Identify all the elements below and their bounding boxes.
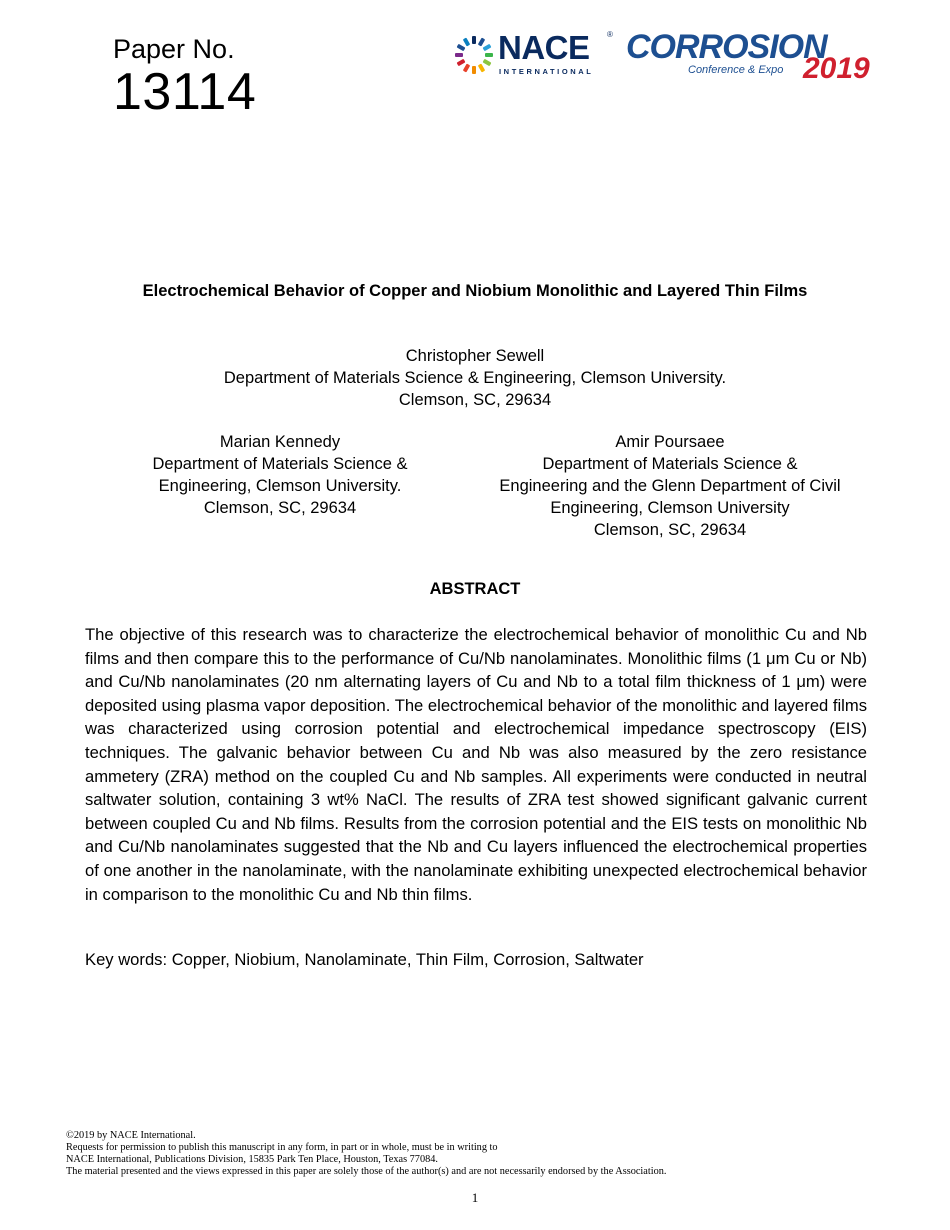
keywords: Key words: Copper, Niobium, Nanolaminate, Thin Film, Corrosion, Saltwater — [85, 950, 644, 969]
corrosion-logo-subtitle: Conference & Expo — [688, 64, 784, 76]
co-author-right — [470, 431, 870, 541]
corrosion-logo-year: 2019 — [803, 52, 870, 85]
footer-line: ©2019 by NACE International. — [66, 1130, 196, 1141]
author-name: Christopher Sewell — [405, 347, 545, 365]
author-affiliation-line: Engineering, Clemson University. — [158, 477, 402, 495]
nace-logo — [454, 30, 624, 80]
author-affiliation-line: Clemson, SC, 29634 — [398, 391, 552, 409]
corrosion-logo-word: CORROSION — [626, 28, 827, 66]
abstract-body: The objective of this research was to characterize the electrochemical behavior of monolithic Cu and Nb films and then compare this to the performance of Cu/Nb nanolaminates. Monolithic films (1 μm Cu or Nb) and Cu/Nb nanolaminates (20 nm alternating layers of Cu and Nb to a total film thickness of 1 μm) were deposited using plasma vapor deposition. The electrochemical behavior of the monolithic and layered films was characterized using corrosion potential and electrochemical impedance spectroscopy (EIS) techniques. The galvanic behavior between Cu and Nb was also measured by the zero resistance ammetery (ZRA) method on the coupled Cu and Nb samples. All experiments were conducted in neutral saltwater solution, containing 3 wt% NaCl. The results of ZRA test showed significant galvanic current between coupled Cu and Nb films. Results from the corrosion potential and the EIS tests on monolithic Nb and Cu/Nb nanolaminates suggested that the Nb and Cu layers influenced the electrochemical properties of one another in the nanolaminate, with the nanolaminate exhibiting unexpected electrochemical behavior in comparison to the monolithic Cu and Nb thin films. — [85, 625, 867, 904]
author-affiliation-line: Clemson, SC, 29634 — [203, 499, 357, 517]
nace-logo-subtitle: INTERNATIONAL — [499, 67, 594, 76]
corrosion-2019-logo — [626, 30, 886, 88]
nace-sunburst-icon — [454, 34, 494, 76]
paper-number-block — [113, 34, 257, 121]
author-affiliation-line: Engineering and the Glenn Department of Civil — [499, 477, 841, 495]
author-name: Marian Kennedy — [219, 433, 341, 451]
author-affiliation-line: Clemson, SC, 29634 — [593, 521, 747, 539]
paper-label: Paper No. — [113, 34, 235, 64]
abstract-heading: ABSTRACT — [429, 580, 521, 598]
footer-line: Requests for permission to publish this manuscript in any form, in part or in whole, must be in writing to — [66, 1142, 498, 1153]
paper-number: 13114 — [113, 63, 257, 121]
nace-logo-word: NACE — [498, 29, 590, 66]
author-name: Amir Poursaee — [615, 433, 725, 451]
author-affiliation-line: Department of Materials Science & — [542, 455, 798, 473]
nace-registered-mark: ® — [607, 30, 613, 39]
author-affiliation-line: Engineering, Clemson University — [550, 499, 790, 517]
paper-title: Electrochemical Behavior of Copper and Niobium Monolithic and Layered Thin Films — [142, 282, 808, 300]
author-affiliation-line: Department of Materials Science & Engineering, Clemson University. — [223, 369, 727, 387]
author-affiliation-line: Department of Materials Science & — [152, 455, 408, 473]
footer-line: The material presented and the views expressed in this paper are solely those of the author(s) and are not necessarily endorsed by the Association. — [66, 1166, 667, 1177]
co-author-left — [110, 431, 450, 519]
page-number: 1 — [471, 1190, 479, 1205]
primary-author — [0, 345, 950, 411]
footer-line: NACE International, Publications Division, 15835 Park Ten Place, Houston, Texas 77084. — [66, 1154, 438, 1165]
copyright-footer — [66, 1130, 886, 1178]
